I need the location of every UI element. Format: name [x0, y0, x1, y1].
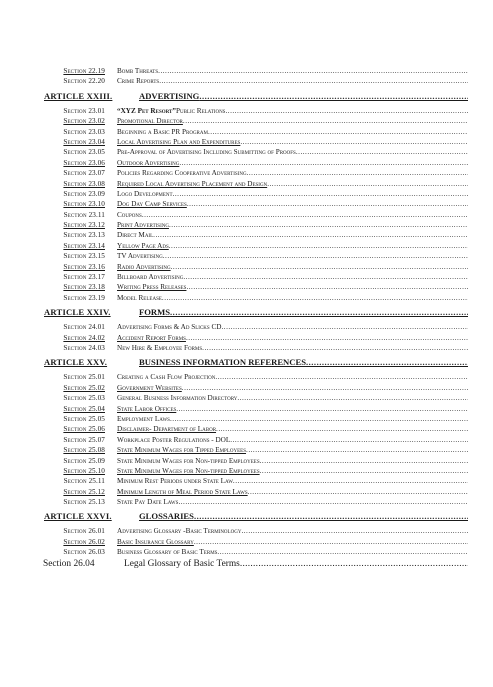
section-number: Section 23.19 — [63, 293, 105, 302]
section-title-wrap — [117, 293, 468, 303]
leader-dots — [248, 487, 468, 497]
article-23-entries — [44, 106, 468, 303]
section-title-wrap — [117, 372, 468, 382]
section-title: Legal Glossary of Basic Terms — [124, 558, 240, 569]
leader-dots — [169, 241, 468, 251]
leader-dots — [171, 262, 468, 272]
section-number: Section 25.13 — [63, 498, 105, 507]
article-heading[interactable] — [44, 306, 468, 318]
leader-dots — [202, 343, 468, 353]
leader-dots — [163, 251, 468, 261]
article-26-entries — [44, 526, 468, 557]
article-title: GLOSSARIES — [139, 511, 194, 522]
section-number[interactable]: Section 24.02 — [63, 333, 105, 342]
section-title-wrap — [117, 435, 468, 445]
section-title[interactable]: Minimum Length of Meal Period State Laws — [117, 487, 248, 496]
section-number: Section 26.03 — [63, 548, 105, 557]
section-title[interactable]: State Minimum Wages for Tipped Employees — [117, 446, 247, 455]
section-number: Section 25.09 — [63, 456, 105, 465]
section-title-wrap — [117, 76, 468, 86]
article-label[interactable]: ARTICLE XXV. — [44, 357, 108, 368]
section-title-wrap — [117, 456, 468, 466]
leader-dots — [240, 558, 468, 570]
leader-dots — [194, 537, 468, 547]
section-title-wrap — [117, 127, 468, 137]
section-title-wrap — [117, 487, 468, 497]
section-title-wrap — [124, 558, 468, 570]
article-title: ADVERTISING — [139, 90, 200, 101]
section-number: Section 23.15 — [63, 252, 105, 261]
section-title — [117, 106, 225, 116]
toc-entry[interactable] — [44, 445, 468, 455]
section-title: Creating a Cash Flow Projection — [117, 373, 216, 382]
article-title: BUSINESS INFORMATION REFERENCES — [139, 357, 306, 368]
section-title: New Hire & Employee Forms — [117, 343, 203, 352]
leader-dots — [296, 147, 468, 157]
toc-entry[interactable] — [44, 282, 468, 292]
section-number: Section 23.13 — [63, 231, 105, 240]
section-number: Section 23.05 — [63, 148, 105, 157]
section-title-wrap — [117, 199, 468, 209]
section-number: Section 23.11 — [63, 210, 105, 219]
toc-entry[interactable] — [44, 116, 468, 126]
section-title: Logo Development — [117, 189, 173, 198]
leader-dots — [225, 106, 468, 116]
section-number: Section 26.04 — [43, 558, 95, 569]
section-title-wrap — [117, 333, 468, 343]
leader-dots — [221, 322, 468, 332]
section-title: Pre-Approval of Advertising Including Submitting of Proofs — [117, 148, 296, 157]
article-heading[interactable] — [44, 356, 468, 368]
section-title-wrap — [117, 168, 468, 178]
section-number[interactable]: Section 25.06 — [63, 425, 105, 434]
toc-entry[interactable] — [44, 251, 468, 261]
article-heading[interactable] — [44, 510, 468, 522]
section-title-wrap — [117, 251, 468, 261]
section-number[interactable]: Section 23.12 — [63, 221, 105, 230]
section-title: Employment Laws — [117, 414, 170, 423]
toc-entry[interactable] — [44, 179, 468, 189]
leader-dots — [169, 220, 468, 230]
section-title: Policies Regarding Cooperative Advertising — [117, 169, 247, 178]
toc-entry[interactable] — [44, 262, 468, 272]
article-title: FORMS — [139, 307, 171, 318]
article-label[interactable]: ARTICLE XXIV. — [44, 307, 111, 318]
toc-entry[interactable] — [44, 547, 468, 557]
section-title-wrap — [117, 537, 468, 547]
section-title-wrap — [117, 343, 468, 353]
leader-dots — [182, 383, 468, 393]
section-title-wrap — [117, 466, 468, 476]
article-25-entries — [44, 372, 468, 507]
leader-dots — [217, 547, 468, 557]
section-title-wrap — [117, 179, 468, 189]
section-number[interactable]: Section 23.14 — [63, 241, 105, 250]
section-number: Section 23.01 — [63, 106, 105, 115]
section-title: TV Advertising — [117, 252, 163, 261]
toc-entry[interactable] — [44, 293, 468, 303]
section-title[interactable]: Writing Press Releases — [117, 283, 187, 292]
section-title-wrap — [117, 66, 468, 76]
section-number: Section 23.17 — [63, 273, 105, 282]
section-title-wrap — [117, 210, 468, 220]
section-title-wrap — [117, 189, 468, 199]
leader-dots — [186, 282, 468, 292]
section-title-wrap — [117, 497, 468, 507]
article-24-entries — [44, 322, 468, 353]
section-title[interactable]: Basic Insurance Glossary — [117, 537, 194, 546]
section-title[interactable]: State Minimum Wages for Non-tipped Employees — [117, 466, 260, 475]
leader-dots — [306, 356, 468, 368]
leader-dots — [176, 404, 468, 414]
leader-dots — [216, 424, 468, 434]
leader-dots — [208, 127, 468, 137]
section-number: Section 25.07 — [63, 435, 105, 444]
leader-dots — [260, 456, 468, 466]
section-title-wrap — [117, 158, 468, 168]
leader-dots — [237, 393, 468, 403]
toc-entry[interactable] — [44, 189, 468, 199]
section-title-wrap — [117, 424, 468, 434]
section-title[interactable]: Radio Advertising — [117, 262, 171, 271]
leader-dots — [246, 445, 468, 455]
leader-dots — [241, 526, 468, 536]
toc-entry[interactable] — [44, 393, 468, 403]
toc-entry[interactable] — [44, 404, 468, 414]
toc-entry[interactable] — [44, 230, 468, 240]
leader-dots — [159, 76, 468, 86]
leader-dots — [183, 272, 468, 282]
section-title-wrap — [117, 230, 468, 240]
toc-entry[interactable] — [44, 466, 468, 476]
toc-entry[interactable] — [44, 487, 468, 497]
section-number[interactable]: Section 23.08 — [63, 179, 105, 188]
section-title: Model Release — [117, 293, 162, 302]
section-title: Billboard Advertising — [117, 273, 184, 282]
leader-dots — [247, 168, 468, 178]
toc-entry[interactable] — [44, 210, 468, 220]
section-number: Section 24.03 — [63, 343, 105, 352]
article-label[interactable]: ARTICLE XXVI. — [44, 511, 112, 522]
leader-dots — [230, 435, 468, 445]
section-title: Direct Mail — [117, 231, 154, 240]
leader-dots — [186, 333, 468, 343]
toc-entry[interactable] — [44, 137, 468, 147]
toc-entry[interactable] — [44, 220, 468, 230]
leader-dots — [233, 476, 468, 486]
section-number: Section 24.01 — [63, 323, 105, 332]
section-title: Coupons — [117, 210, 142, 219]
section-title[interactable]: Outdoor Advertising — [117, 158, 180, 167]
toc-entry[interactable] — [44, 66, 468, 76]
toc-entry[interactable] — [44, 333, 468, 343]
section-number: Section 25.01 — [63, 373, 105, 382]
leader-dots — [170, 306, 468, 318]
article-label[interactable]: ARTICLE XXIII. — [44, 90, 113, 101]
section-title[interactable]: Promotional Director — [117, 117, 183, 126]
leader-dots — [158, 66, 468, 76]
section-title-bold: “XYZ Pet Resort” — [117, 106, 176, 115]
section-title-wrap — [117, 526, 468, 536]
section-title: State Pay Date Laws — [117, 498, 179, 507]
table-of-contents — [44, 66, 468, 570]
section-number: Section 23.07 — [63, 169, 105, 178]
section-title: State Minimum Wages for Non-tipped Employees — [117, 456, 260, 465]
section-number[interactable]: Section 23.18 — [63, 283, 105, 292]
article-title-wrap — [139, 510, 468, 522]
toc-entry[interactable] — [44, 414, 468, 424]
toc-entry[interactable] — [44, 322, 468, 332]
section-title-wrap — [117, 282, 468, 292]
leader-dots — [194, 510, 468, 522]
section-title: Crime Reports — [117, 77, 160, 86]
section-title-wrap — [117, 272, 468, 282]
toc-entry[interactable] — [44, 526, 468, 536]
section-title[interactable]: State Labor Offices — [117, 404, 177, 413]
section-title[interactable]: Government Websites — [117, 383, 182, 392]
section-number[interactable]: Section 25.12 — [63, 487, 105, 496]
leader-dots — [215, 372, 468, 382]
section-title-wrap — [117, 547, 468, 557]
article-heading[interactable] — [44, 90, 468, 102]
leader-dots — [170, 414, 468, 424]
leader-dots — [178, 497, 468, 507]
toc-entry[interactable] — [44, 199, 468, 209]
section-title[interactable]: Required Local Advertising Placement and Design — [117, 179, 268, 188]
toc-entry[interactable] — [44, 127, 468, 137]
article-title-wrap — [139, 90, 468, 102]
section-number[interactable]: Section 23.04 — [63, 137, 105, 146]
section-title: Business Glossary of Basic Terms — [117, 548, 218, 557]
section-title-wrap — [117, 383, 468, 393]
leader-dots — [162, 293, 468, 303]
leader-dots — [199, 90, 468, 102]
section-number[interactable]: Section 23.02 — [63, 117, 105, 126]
section-number[interactable]: Section 22.19 — [63, 67, 105, 75]
section-number: Section 22.20 — [63, 77, 105, 86]
section-title: Workplace Poster Regulations - DOL — [117, 435, 231, 444]
section-number: Section 25.11 — [63, 477, 105, 486]
section-title-wrap — [117, 116, 468, 126]
section-number[interactable]: Section 25.04 — [63, 404, 105, 413]
article-title-wrap — [139, 306, 468, 318]
section-title-wrap — [117, 241, 468, 251]
section-title[interactable]: Yellow Page Ads — [117, 241, 169, 250]
section-title[interactable]: Disclaimer- Department of Labor — [117, 425, 217, 434]
leader-dots — [183, 116, 468, 126]
article-title-wrap — [139, 356, 468, 368]
section-title: Advertising Forms & Ad Slicks CD — [117, 323, 222, 332]
section-title-wrap — [117, 137, 468, 147]
toc-entry[interactable] — [44, 343, 468, 353]
leader-dots — [153, 230, 468, 240]
section-title[interactable]: Local Advertising Plan and Expenditures — [117, 137, 241, 146]
section-number: Section 25.05 — [63, 414, 105, 423]
toc-entry[interactable] — [44, 435, 468, 445]
section-title-wrap — [117, 404, 468, 414]
leader-dots — [179, 158, 468, 168]
toc-entry-plain[interactable] — [44, 558, 468, 570]
section-title-wrap — [117, 476, 468, 486]
section-title: Advertising Glossary -Basic Terminology — [117, 527, 242, 536]
section-title-wrap — [117, 220, 468, 230]
toc-entry[interactable] — [44, 272, 468, 282]
section-number: Section 26.01 — [63, 527, 105, 536]
section-title: Bomb Threats — [117, 67, 159, 75]
section-title[interactable]: Accident Report Forms — [117, 333, 186, 342]
toc-entry[interactable] — [44, 106, 468, 116]
toc-entry[interactable] — [44, 372, 468, 382]
leader-dots — [142, 210, 468, 220]
section-title: Beginning a Basic PR Program — [117, 127, 208, 136]
section-title-wrap — [117, 322, 468, 332]
section-number[interactable]: Section 23.10 — [63, 200, 105, 209]
section-title-wrap — [117, 147, 468, 157]
section-title-wrap — [117, 393, 468, 403]
toc-entry[interactable] — [44, 424, 468, 434]
toc-entry[interactable] — [44, 383, 468, 393]
section-title[interactable]: Dog Day Camp Services — [117, 200, 187, 209]
section-title: General Business Information Directory — [117, 394, 238, 403]
section-title[interactable]: Print Advertising — [117, 221, 169, 230]
section-number[interactable]: Section 25.10 — [63, 466, 105, 475]
leader-dots — [173, 189, 468, 199]
toc-entry[interactable] — [44, 497, 468, 507]
section-title-wrap — [117, 445, 468, 455]
toc-entry[interactable] — [44, 168, 468, 178]
leader-dots — [187, 199, 468, 209]
toc-entry[interactable] — [44, 537, 468, 547]
section-number[interactable]: Section 26.02 — [63, 537, 105, 546]
section-title: Minimum Rest Periods under State Law — [117, 477, 233, 486]
toc-entry[interactable] — [44, 456, 468, 466]
leader-dots — [267, 179, 468, 189]
toc-entry[interactable] — [44, 76, 468, 86]
section-number: Section 25.03 — [63, 394, 105, 403]
toc-entry[interactable] — [44, 147, 468, 157]
section-title-wrap — [117, 106, 468, 116]
section-number[interactable]: Section 23.16 — [63, 262, 105, 271]
toc-entry[interactable] — [44, 158, 468, 168]
toc-entry[interactable] — [44, 241, 468, 251]
leader-dots — [260, 466, 468, 476]
section-number[interactable]: Section 25.02 — [63, 383, 105, 392]
toc-entry[interactable] — [44, 476, 468, 486]
section-title-wrap — [117, 262, 468, 272]
section-number[interactable]: Section 25.08 — [63, 446, 105, 455]
section-title-rest: Public Relations — [175, 106, 226, 115]
leader-dots — [240, 137, 468, 147]
section-title-wrap — [117, 414, 468, 424]
section-number: Section 23.09 — [63, 189, 105, 198]
section-number[interactable]: Section 23.06 — [63, 158, 105, 167]
section-number: Section 23.03 — [63, 127, 105, 136]
